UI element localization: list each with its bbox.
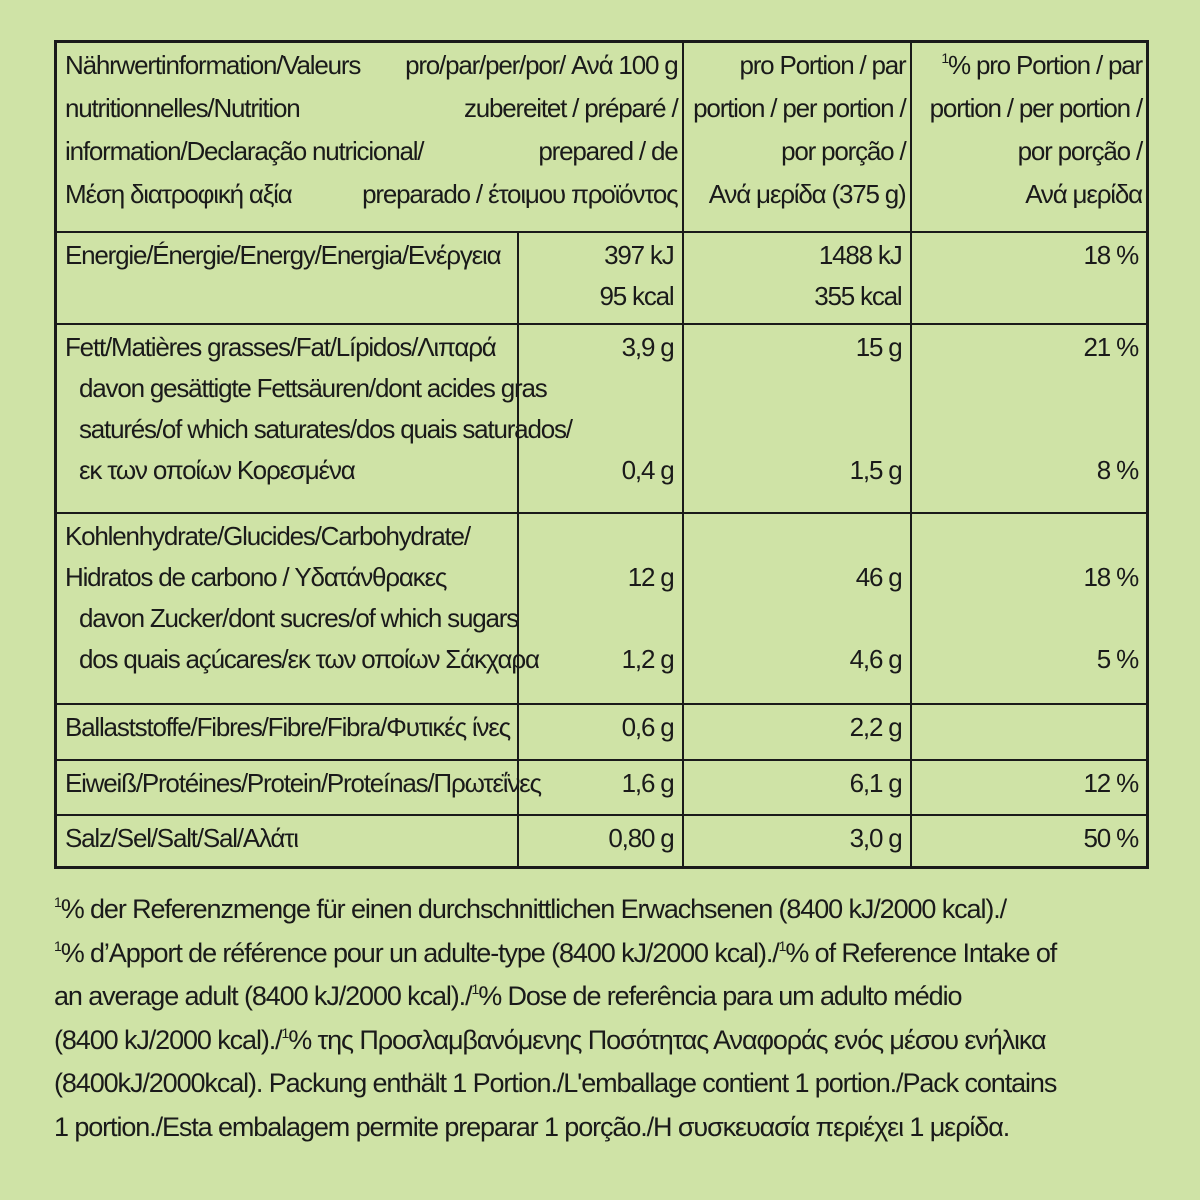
energy-pct-text: 18 % xyxy=(1083,240,1138,270)
header-title-line: information/Declaração nutricional/ xyxy=(65,136,424,166)
fibre-per100 xyxy=(518,704,683,760)
sugars-portion-value: 4,6 g xyxy=(849,644,902,674)
table-row-fibre xyxy=(56,704,1148,760)
carbohydrate-label xyxy=(56,513,539,704)
header-pct-line: Ανά μερίδα xyxy=(1025,179,1142,209)
nutrition-table xyxy=(54,40,1149,869)
salt-pct-value: 50 % xyxy=(1083,823,1138,853)
salt-per100-value: 0,80 g xyxy=(608,823,674,853)
protein-label-text: Eiweiß/Protéines/Protein/Proteínas/Πρωτεΐνες xyxy=(65,768,541,798)
energy-label-text: Energie/Énergie/Energy/Energia/Ενέργεια xyxy=(65,240,501,270)
footnote-text: % Dose de referência para um adulto médio xyxy=(478,981,962,1011)
protein-portion xyxy=(683,760,911,815)
header-portion-line: pro Portion / par xyxy=(739,50,906,80)
protein-pct xyxy=(911,760,1148,815)
fat-portion-value: 15 g xyxy=(855,332,902,362)
footnote-line: (8400kJ/2000kcal). Packung enthält 1 Portion./L'emballage contient 1 portion./Pack contains xyxy=(54,1068,1057,1098)
table-row-fat xyxy=(56,324,1148,513)
protein-label xyxy=(56,760,541,815)
salt-per100 xyxy=(518,815,683,867)
header-pct-line: portion / per portion / xyxy=(929,93,1142,123)
footnote-line xyxy=(54,975,1146,1019)
header-per100-line: prepared / de xyxy=(538,136,678,166)
energy-pct xyxy=(911,232,1148,324)
salt-portion-value: 3,0 g xyxy=(849,823,902,853)
fibre-label xyxy=(56,704,518,760)
energy-per100-kcal: 95 kcal xyxy=(599,281,674,311)
header-pct-line: por porção / xyxy=(1017,136,1142,166)
fibre-portion-value: 2,2 g xyxy=(849,712,902,742)
footnote-text: % der Referenzmenge für einen durchschnittlichen Erwachsenen (8400 kJ/2000 kcal)./ xyxy=(60,894,1007,924)
footnote-text: % of Reference Intake of xyxy=(785,937,1057,968)
header-title-line: nutritionnelles/Nutrition xyxy=(65,93,300,123)
fat-saturates-per100-value: 0,4 g xyxy=(621,455,674,485)
fibre-label-text: Ballaststoffe/Fibres/Fibre/Fibra/Φυτικές ίνες xyxy=(65,712,511,742)
carbohydrate-per100 xyxy=(518,513,683,704)
sugars-pct-value: 5 % xyxy=(1096,644,1138,674)
fat-portion xyxy=(683,324,911,513)
header-portion-line: portion / per portion / xyxy=(693,93,906,123)
footnote-text: an average adult (8400 kJ/2000 kcal)./ xyxy=(54,981,472,1011)
header-title-line: Nährwertinformation/Valeurs xyxy=(65,50,361,80)
carbohydrate-pct xyxy=(911,513,1148,704)
table-row-protein xyxy=(56,760,1148,815)
energy-portion-kj: 1488 kJ xyxy=(818,240,902,270)
sugars-label: davon Zucker/dont sucres/of which sugars xyxy=(79,603,519,633)
footnote-line xyxy=(54,1019,1146,1063)
footnote-marker: 1 xyxy=(281,1024,289,1041)
header-nutrient-and-per100 xyxy=(56,42,683,233)
footnote xyxy=(54,888,1146,1149)
protein-portion-value: 6,1 g xyxy=(849,768,902,798)
header-portion-line: por porção / xyxy=(781,136,906,166)
header-portion-line: Ανά μερίδα (375 g) xyxy=(708,179,906,209)
header-pct-text: % pro Portion / par xyxy=(948,50,1142,80)
protein-per100 xyxy=(518,760,683,815)
energy-portion-kcal: 355 kcal xyxy=(814,281,902,311)
carbohydrate-portion xyxy=(683,513,911,704)
protein-per100-value: 1,6 g xyxy=(621,768,674,798)
footnote-text: (8400 kJ/2000 kcal)./ xyxy=(54,1024,282,1055)
header-per100-line: preparado / έτοιμου προϊόντος xyxy=(362,179,678,209)
footnote-marker: 1 xyxy=(471,981,479,997)
footnote-marker: 1 xyxy=(54,937,61,954)
energy-label xyxy=(56,232,518,324)
table-header-row xyxy=(56,42,1148,233)
carbohydrate-per100-value: 12 g xyxy=(627,562,674,592)
carbohydrate-label-text: Kohlenhydrate/Glucides/Carbohydrate/ xyxy=(65,521,470,551)
fat-saturates-label: saturés/of which saturates/dos quais saturados/ xyxy=(79,414,572,444)
fat-pct-value: 21 % xyxy=(1083,332,1138,362)
fat-pct xyxy=(911,324,1148,513)
footnote-text: % d’Apport de référence pour un adulte-type (8400 kJ/2000 kcal)./ xyxy=(60,937,779,968)
fat-saturates-label: davon gesättigte Fettsäuren/dont acides gras xyxy=(79,373,547,403)
sugars-per100-value: 1,2 g xyxy=(621,644,674,674)
fat-label-text: Fett/Matières grasses/Fat/Lípidos/Λιπαρά xyxy=(65,332,496,362)
protein-pct-value: 12 % xyxy=(1083,768,1138,798)
carbohydrate-pct-value: 18 % xyxy=(1083,562,1138,592)
table-row-energy xyxy=(56,232,1148,324)
carbohydrate-portion-value: 46 g xyxy=(855,562,902,592)
header-per-portion xyxy=(683,42,911,233)
nutrition-label xyxy=(54,40,1146,869)
fat-saturates-portion-value: 1,5 g xyxy=(849,455,902,485)
header-percent-ri xyxy=(911,42,1148,233)
fibre-portion xyxy=(683,704,911,760)
salt-pct xyxy=(911,815,1148,867)
salt-label xyxy=(56,815,518,867)
carbohydrate-label-text: Hidratos de carbono / Υδατάνθρακες xyxy=(65,562,447,592)
footnote-line xyxy=(54,888,1146,932)
fibre-pct xyxy=(911,704,1148,760)
fat-label xyxy=(56,324,572,513)
sugars-label: dos quais açúcares/εκ των οποίων Σάκχαρα xyxy=(79,644,539,674)
table-row-salt xyxy=(56,815,1148,867)
header-title-line: Μέση διατροφική αξία xyxy=(65,179,292,209)
footnote-marker: 1 xyxy=(778,937,786,954)
fat-saturates-label: εκ των οποίων Κορεσμένα xyxy=(79,455,355,485)
header-per100-line: pro/par/per/por/ Ανά 100 g xyxy=(405,50,678,80)
footnote-line: 1 portion./Esta embalagem permite preparar 1 porção./Η συσκευασία περιέχει 1 μερίδα. xyxy=(54,1111,1010,1142)
salt-label-text: Salz/Sel/Salt/Sal/Αλάτι xyxy=(65,823,298,853)
fat-per100-value: 3,9 g xyxy=(621,332,674,362)
header-pct-line xyxy=(941,45,1142,86)
footnote-text: % της Προσλαμβανόμενης Ποσότητας Αναφοράς ενός μέσου ενήλικα xyxy=(288,1024,1046,1055)
footnote-marker: 1 xyxy=(941,50,949,66)
energy-portion xyxy=(683,232,911,324)
fibre-per100-value: 0,6 g xyxy=(621,712,674,742)
table-row-carbohydrate xyxy=(56,513,1148,704)
fat-saturates-pct-value: 8 % xyxy=(1096,455,1138,485)
header-per100-line: zubereitet / préparé / xyxy=(463,93,678,123)
footnote-line xyxy=(54,932,1146,976)
energy-per100-kj: 397 kJ xyxy=(604,240,674,270)
salt-portion xyxy=(683,815,911,867)
energy-per100 xyxy=(518,232,683,324)
footnote-marker: 1 xyxy=(54,894,61,910)
